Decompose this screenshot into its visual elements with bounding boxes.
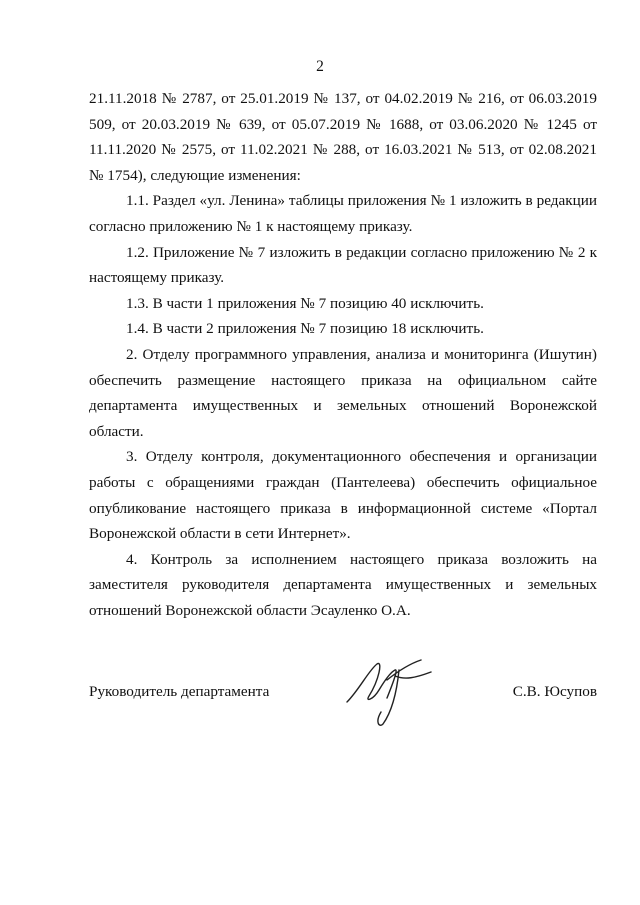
document-body: [89, 86, 597, 623]
paragraph-item-1-1: 1.1. Раздел «ул. Ленина» таблицы приложения № 1 изложить в редакции согласно приложению № 1 к настоящему приказу.: [89, 192, 597, 235]
page-number: 2: [316, 58, 324, 75]
signer-name: С.В. Юсупов: [512, 683, 597, 700]
paragraph-item-4: 4. Контроль за исполнением настоящего приказа возложить на заместителя руководителя департамента имущественных и земельных отношений Воронежской области Эсауленко О.А.: [89, 550, 597, 619]
signature-block: [89, 650, 597, 740]
paragraph-item-1-4: 1.4. В части 2 приложения № 7 позицию 18 исключить.: [126, 320, 484, 338]
paragraph-item-1-2: 1.2. Приложение № 7 изложить в редакции согласно приложению № 2 к настоящему приказу.: [89, 243, 597, 287]
paragraph-item-2: 2. Отделу программного управления, анализа и мониторинга (Ишутин) обеспечить размещение настоящего приказа на официальном сайте департамента имущественных и земельных отношений Воронежской области.: [89, 345, 597, 440]
paragraph-continuation: 21.11.2018 № 2787, от 25.01.2019 № 137, от 04.02.2019 № 216, от 06.03.2019 509, от 20.03.2019 № 639, от 05.07.2019 № 1688, от 03.06.2020 № 1245 от 11.11.2020 № 2575, от 11.02.2021 № 288, от 16.03.2021 № 513, от 02.08.2021 № 1754), следующие изменения:: [89, 90, 597, 184]
signer-position: Руководитель департамента: [89, 683, 270, 700]
paragraph-item-3: 3. Отделу контроля, документационного обеспечения и организации работы с обращениями граждан (Пантелеева) обеспечить официальное опубликование настоящего приказа в информационной системе «Портал Воронежской области в сети Интернет».: [89, 448, 597, 543]
handwritten-signature: [339, 650, 439, 730]
paragraph-item-1-3: 1.3. В части 1 приложения № 7 позицию 40 исключить.: [126, 294, 484, 312]
